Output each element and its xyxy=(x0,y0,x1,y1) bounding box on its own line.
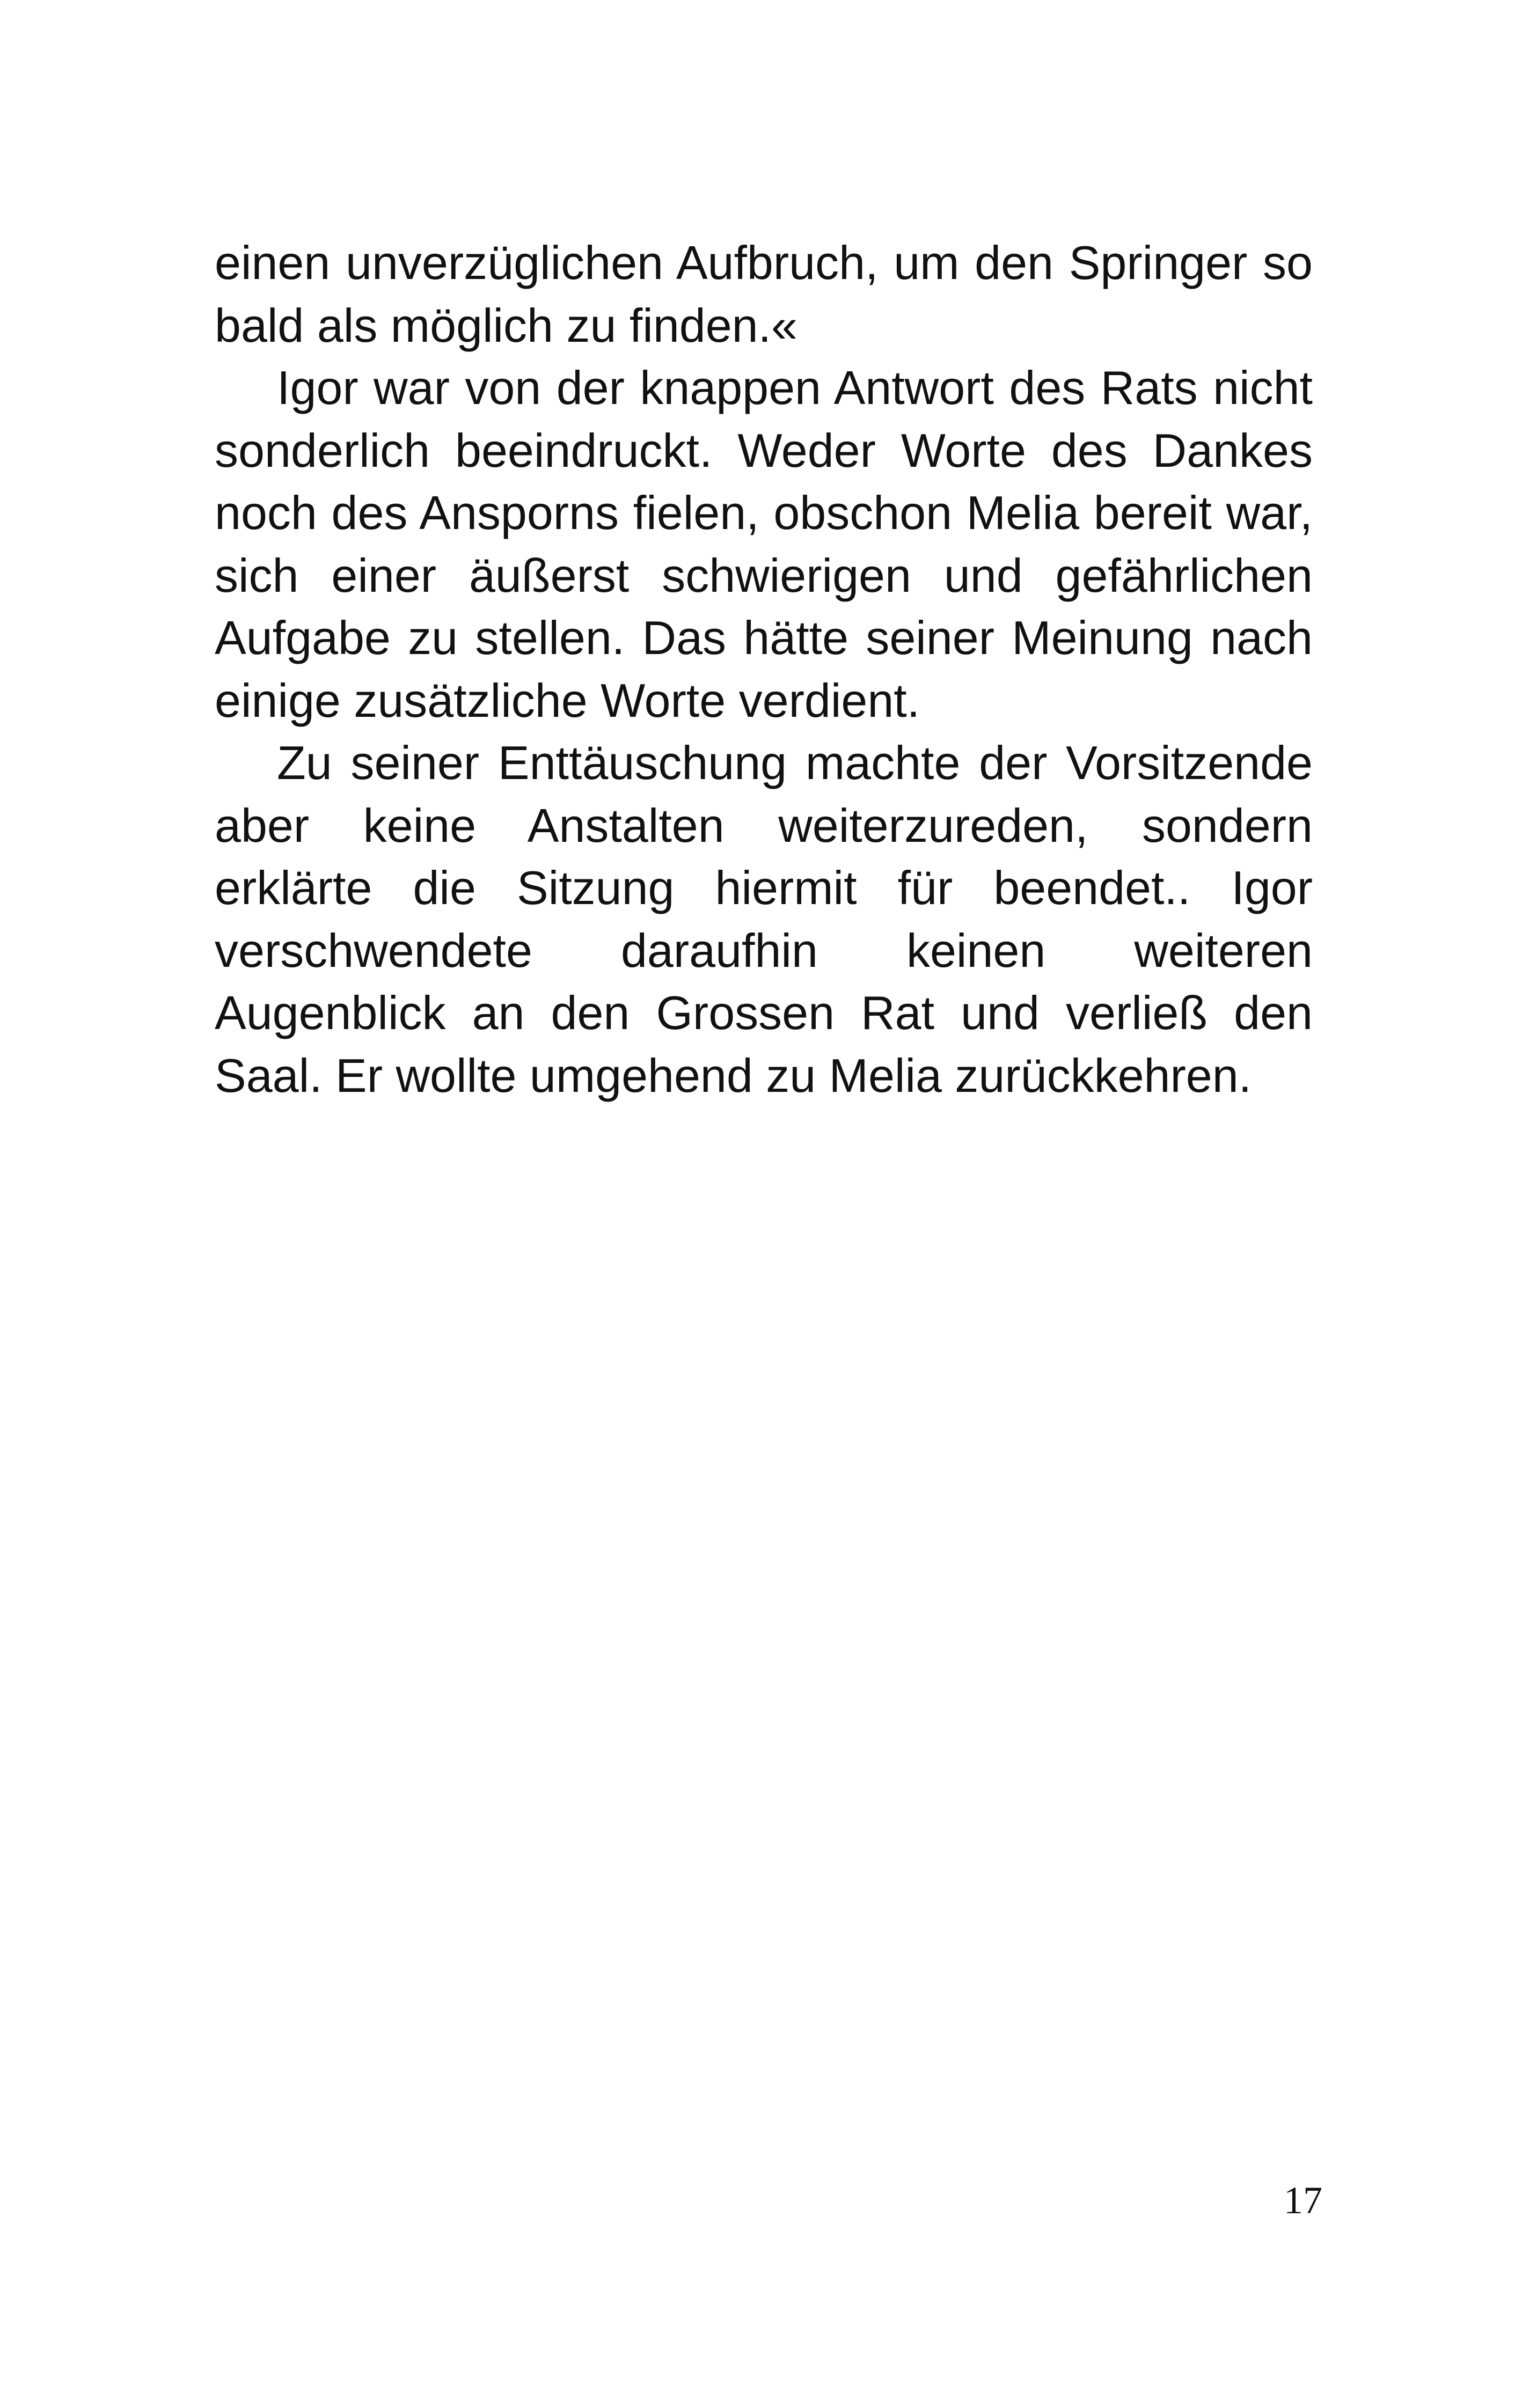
paragraph: Igor war von der knappen Antwort des Rats nicht sonderlich beeindruckt. Weder Worte des Dankes noch des Ansporns fielen, obschon Melia bereit war, sich einer äußerst schwierigen und gefährlichen Aufgabe zu stellen. Das hätte seiner Meinung nach einige zusätzliche Worte verdient. xyxy=(215,361,1313,727)
paragraph: Zu seiner Enttäuschung machte der Vorsitzende aber keine Anstalten weiterzureden, sondern erklärte die Sitzung hiermit für beendet.. Igor verschwendete daraufhin keinen weiteren Augenblick an den Grossen Rat und verließ den Saal. Er wollte umgehend zu Melia zurückkehren. xyxy=(215,736,1313,1102)
page-number: 17 xyxy=(1284,2179,1322,2222)
body-text xyxy=(215,232,1313,1107)
paragraph-continuation: einen unverzüglichen Aufbruch, um den Springer so bald als möglich zu finden.« xyxy=(215,236,1313,352)
